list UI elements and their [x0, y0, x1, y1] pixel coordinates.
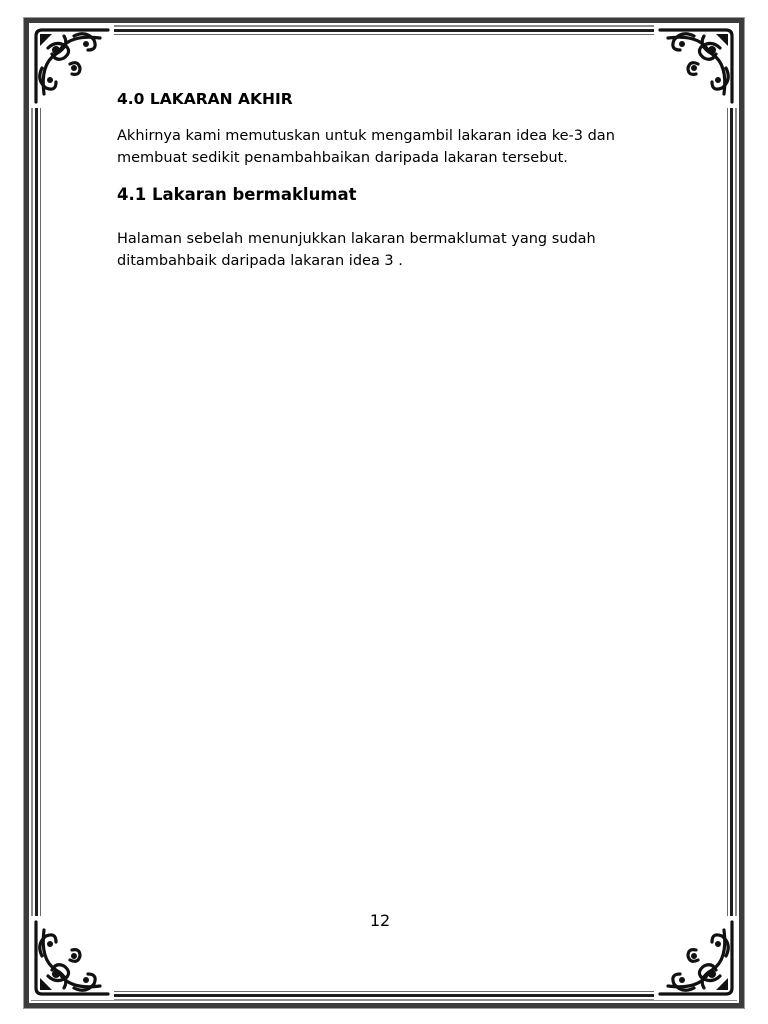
- page-content: [117, 88, 647, 272]
- intro-paragraph: Akhirnya kami memutuskan untuk mengambil lakaran idea ke-3 dan membuat sedikit penambahbaikan daripada lakaran tersebut.: [117, 128, 615, 166]
- subsection-heading: 4.1 Lakaran bermaklumat: [117, 185, 357, 204]
- corner-ornament-top-left-icon: [30, 24, 114, 108]
- corner-ornament-bottom-left-icon: [30, 916, 114, 1000]
- page-number: 12: [369, 911, 391, 930]
- corner-ornament-top-right-icon: [654, 24, 738, 108]
- subsection-paragraph: Halaman sebelah menunjukkan lakaran bermaklumat yang sudah ditambahbaik daripada lakaran idea 3 .: [117, 231, 596, 269]
- corner-ornament-bottom-right-icon: [654, 916, 738, 1000]
- section-heading: 4.0 LAKARAN AKHIR: [117, 90, 293, 108]
